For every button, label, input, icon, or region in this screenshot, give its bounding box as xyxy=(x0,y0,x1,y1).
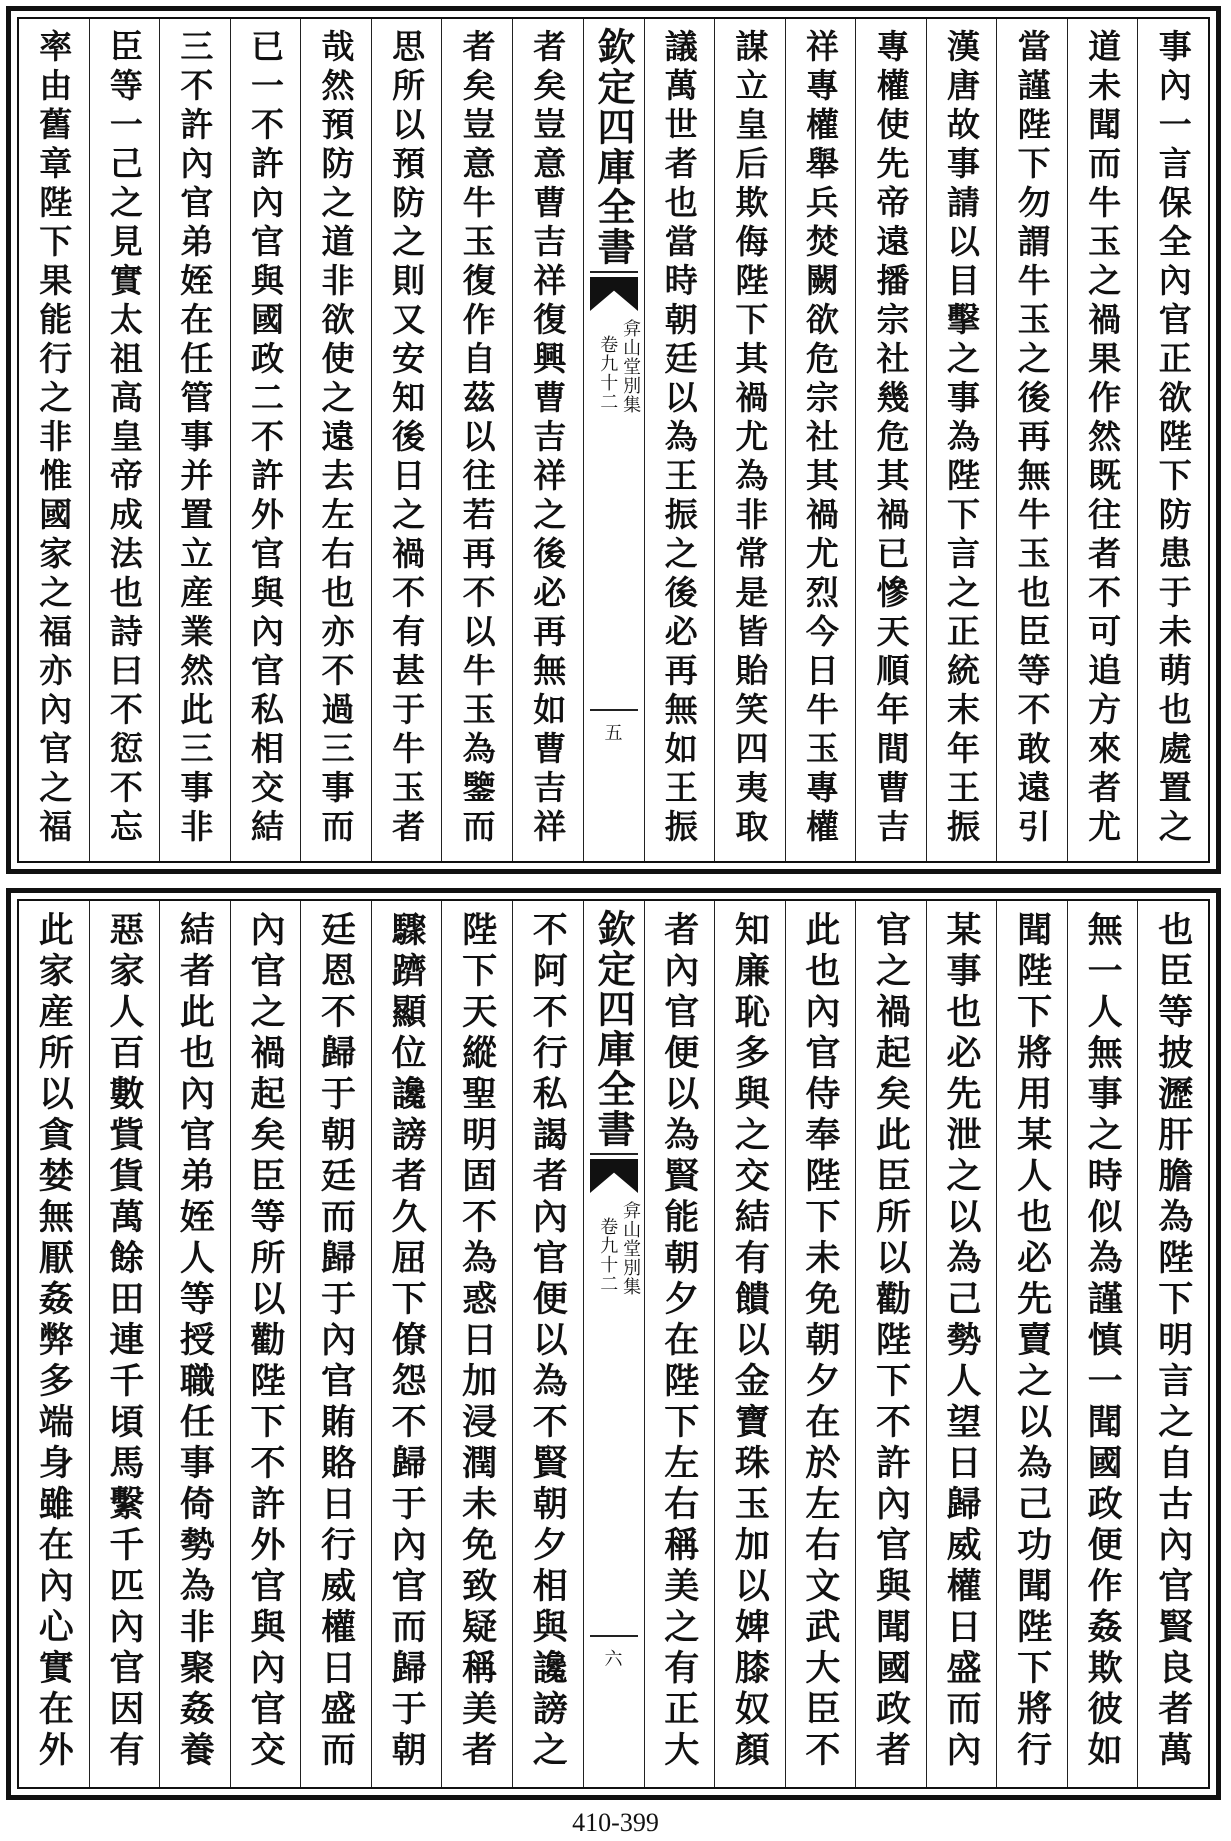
text-column xyxy=(512,19,583,861)
column-text: 官之禍起矣此臣所以勸陛下不許內官與聞國政者 xyxy=(870,911,912,1772)
column-text: 謀立皇后欺侮陛下其禍尤為非常是皆貽笑四夷取 xyxy=(730,29,770,848)
text-column xyxy=(1067,19,1138,861)
column-text: 此也內官侍奉陛下未免朝夕在於左右文武大臣不 xyxy=(799,911,841,1772)
text-column xyxy=(441,901,512,1787)
text-column xyxy=(996,901,1067,1787)
column-text: 思所以預防之則又安知後日之禍不有甚于牛玉者 xyxy=(387,29,427,848)
gutter-rule xyxy=(590,271,638,273)
text-column xyxy=(89,19,160,861)
column-text: 陛下天縱聖明固不為惑日加浸潤未免致疑稱美者 xyxy=(456,911,498,1772)
text-column xyxy=(714,901,785,1787)
text-column xyxy=(89,901,160,1787)
column-text: 聞陛下將用某人也必先賣之以為己功聞陛下將行 xyxy=(1011,911,1053,1772)
text-column xyxy=(441,19,512,861)
fishtail-ornament xyxy=(590,1159,638,1193)
column-text: 者矣豈意牛玉復作自茲以往若再不以牛玉為鑒而 xyxy=(457,29,497,848)
gutter-rule xyxy=(590,1153,638,1155)
text-column xyxy=(300,901,371,1787)
text-column xyxy=(19,19,89,861)
text-column xyxy=(159,19,230,861)
library-title: 欽定四庫全書 xyxy=(591,27,636,267)
column-text: 也臣等披瀝肝膽為陛下明言之自古內官賢良者萬 xyxy=(1152,911,1194,1772)
gutter-rule xyxy=(590,709,638,711)
column-text: 議萬世者也當時朝廷以為王振之後必再無如王振 xyxy=(659,29,699,848)
column-text: 驟躋顯位讒謗者久屈下僚怨不歸于內官而歸于朝 xyxy=(386,911,428,1772)
upper-page xyxy=(6,6,1221,874)
column-text: 某事也必先泄之以為己勢人望日歸威權日盛而內 xyxy=(941,911,983,1772)
text-column xyxy=(785,19,856,861)
text-column xyxy=(230,901,301,1787)
column-text: 知廉恥多與之交結有饋以金寶珠玉加以婢膝奴顏 xyxy=(729,911,771,1772)
column-text: 者內官便以為賢能朝夕在陛下左右稱美之有正大 xyxy=(658,911,700,1772)
lower-page-frame xyxy=(17,899,1210,1789)
fishtail-ornament xyxy=(590,277,638,311)
collection-title: 弇山堂別集 xyxy=(620,319,642,414)
column-text: 率由舊章陛下果能行之非惟國家之福亦內官之福 xyxy=(34,29,74,848)
text-column xyxy=(512,901,583,1787)
column-text: 結者此也內官弟姪人等授職任事倚勢為非聚姦養 xyxy=(174,911,216,1772)
column-text: 內官之禍起矣臣等所以勸陛下不許外官與內官交 xyxy=(244,911,286,1772)
column-text: 不阿不行私謁者內官便以為不賢朝夕相與讒謗之 xyxy=(527,911,569,1772)
text-column xyxy=(926,901,997,1787)
lower-page xyxy=(6,888,1221,1800)
column-text: 哉然預防之道非欲使之遠去左右也亦不過三事而 xyxy=(316,29,356,848)
column-text: 臣等一己之見實太祖高皇帝成法也詩曰不愆不忘 xyxy=(104,29,144,848)
text-column xyxy=(371,901,442,1787)
text-column xyxy=(1067,901,1138,1787)
leaf-number: 六 xyxy=(604,1649,623,1670)
column-text: 已一不許內官與國政二不許外官與內官私相交結 xyxy=(245,29,285,848)
text-column xyxy=(230,19,301,861)
column-text: 專權使先帝遠播宗社幾危其禍已慘天順年間曹吉 xyxy=(871,29,911,848)
text-column xyxy=(1137,901,1208,1787)
text-column xyxy=(644,901,715,1787)
collection-title: 弇山堂別集 xyxy=(620,1201,642,1296)
text-column xyxy=(785,901,856,1787)
column-text: 三不許內官弟姪在任管事并置立産業然此三事非 xyxy=(175,29,215,848)
text-column xyxy=(926,19,997,861)
upper-page-frame xyxy=(17,17,1210,863)
center-gutter xyxy=(583,19,644,861)
page-footer-number: 410-399 xyxy=(572,1808,659,1837)
column-text: 惡家人百數貲貨萬餘田連千頃馬繫千匹內官因有 xyxy=(103,911,145,1772)
leaf-number: 五 xyxy=(604,723,623,744)
text-column xyxy=(714,19,785,861)
column-text: 此家産所以貪婪無厭姦弊多端身雖在內心實在外 xyxy=(33,911,75,1772)
library-title: 欽定四庫全書 xyxy=(591,909,636,1149)
text-column xyxy=(855,901,926,1787)
column-text: 當謹陛下勿謂牛玉之後再無牛玉也臣等不敢遠引 xyxy=(1012,29,1052,848)
text-column xyxy=(1137,19,1208,861)
column-text: 道未聞而牛玉之禍果作然既往者不可追方來者尤 xyxy=(1083,29,1123,848)
column-text: 漢唐故事請以目擊之事為陛下言之正統末年王振 xyxy=(942,29,982,848)
column-text: 無一人無事之時似為謹慎一聞國政便作姦欺彼如 xyxy=(1082,911,1124,1772)
text-column xyxy=(371,19,442,861)
lower-text-columns xyxy=(19,901,1208,1787)
gutter-rule xyxy=(590,1635,638,1637)
column-text: 者矣豈意曹吉祥復興曹吉祥之後必再無如曹吉祥 xyxy=(528,29,568,848)
text-column xyxy=(855,19,926,861)
column-text: 事內一言保全內官正欲陛下防患于未萌也處置之 xyxy=(1153,29,1193,848)
center-gutter xyxy=(583,901,644,1787)
column-text: 廷恩不歸于朝廷而歸于內官賄賂日行威權日盛而 xyxy=(315,911,357,1772)
chapter-number: 卷九十二 xyxy=(597,1217,619,1293)
text-column xyxy=(19,901,89,1787)
upper-text-columns xyxy=(19,19,1208,861)
text-column xyxy=(159,901,230,1787)
text-column xyxy=(644,19,715,861)
text-column xyxy=(300,19,371,861)
column-text: 祥專權舉兵焚闕欲危宗社其禍尤烈今日牛玉專權 xyxy=(800,29,840,848)
text-column xyxy=(996,19,1067,861)
chapter-number: 卷九十二 xyxy=(597,335,619,411)
